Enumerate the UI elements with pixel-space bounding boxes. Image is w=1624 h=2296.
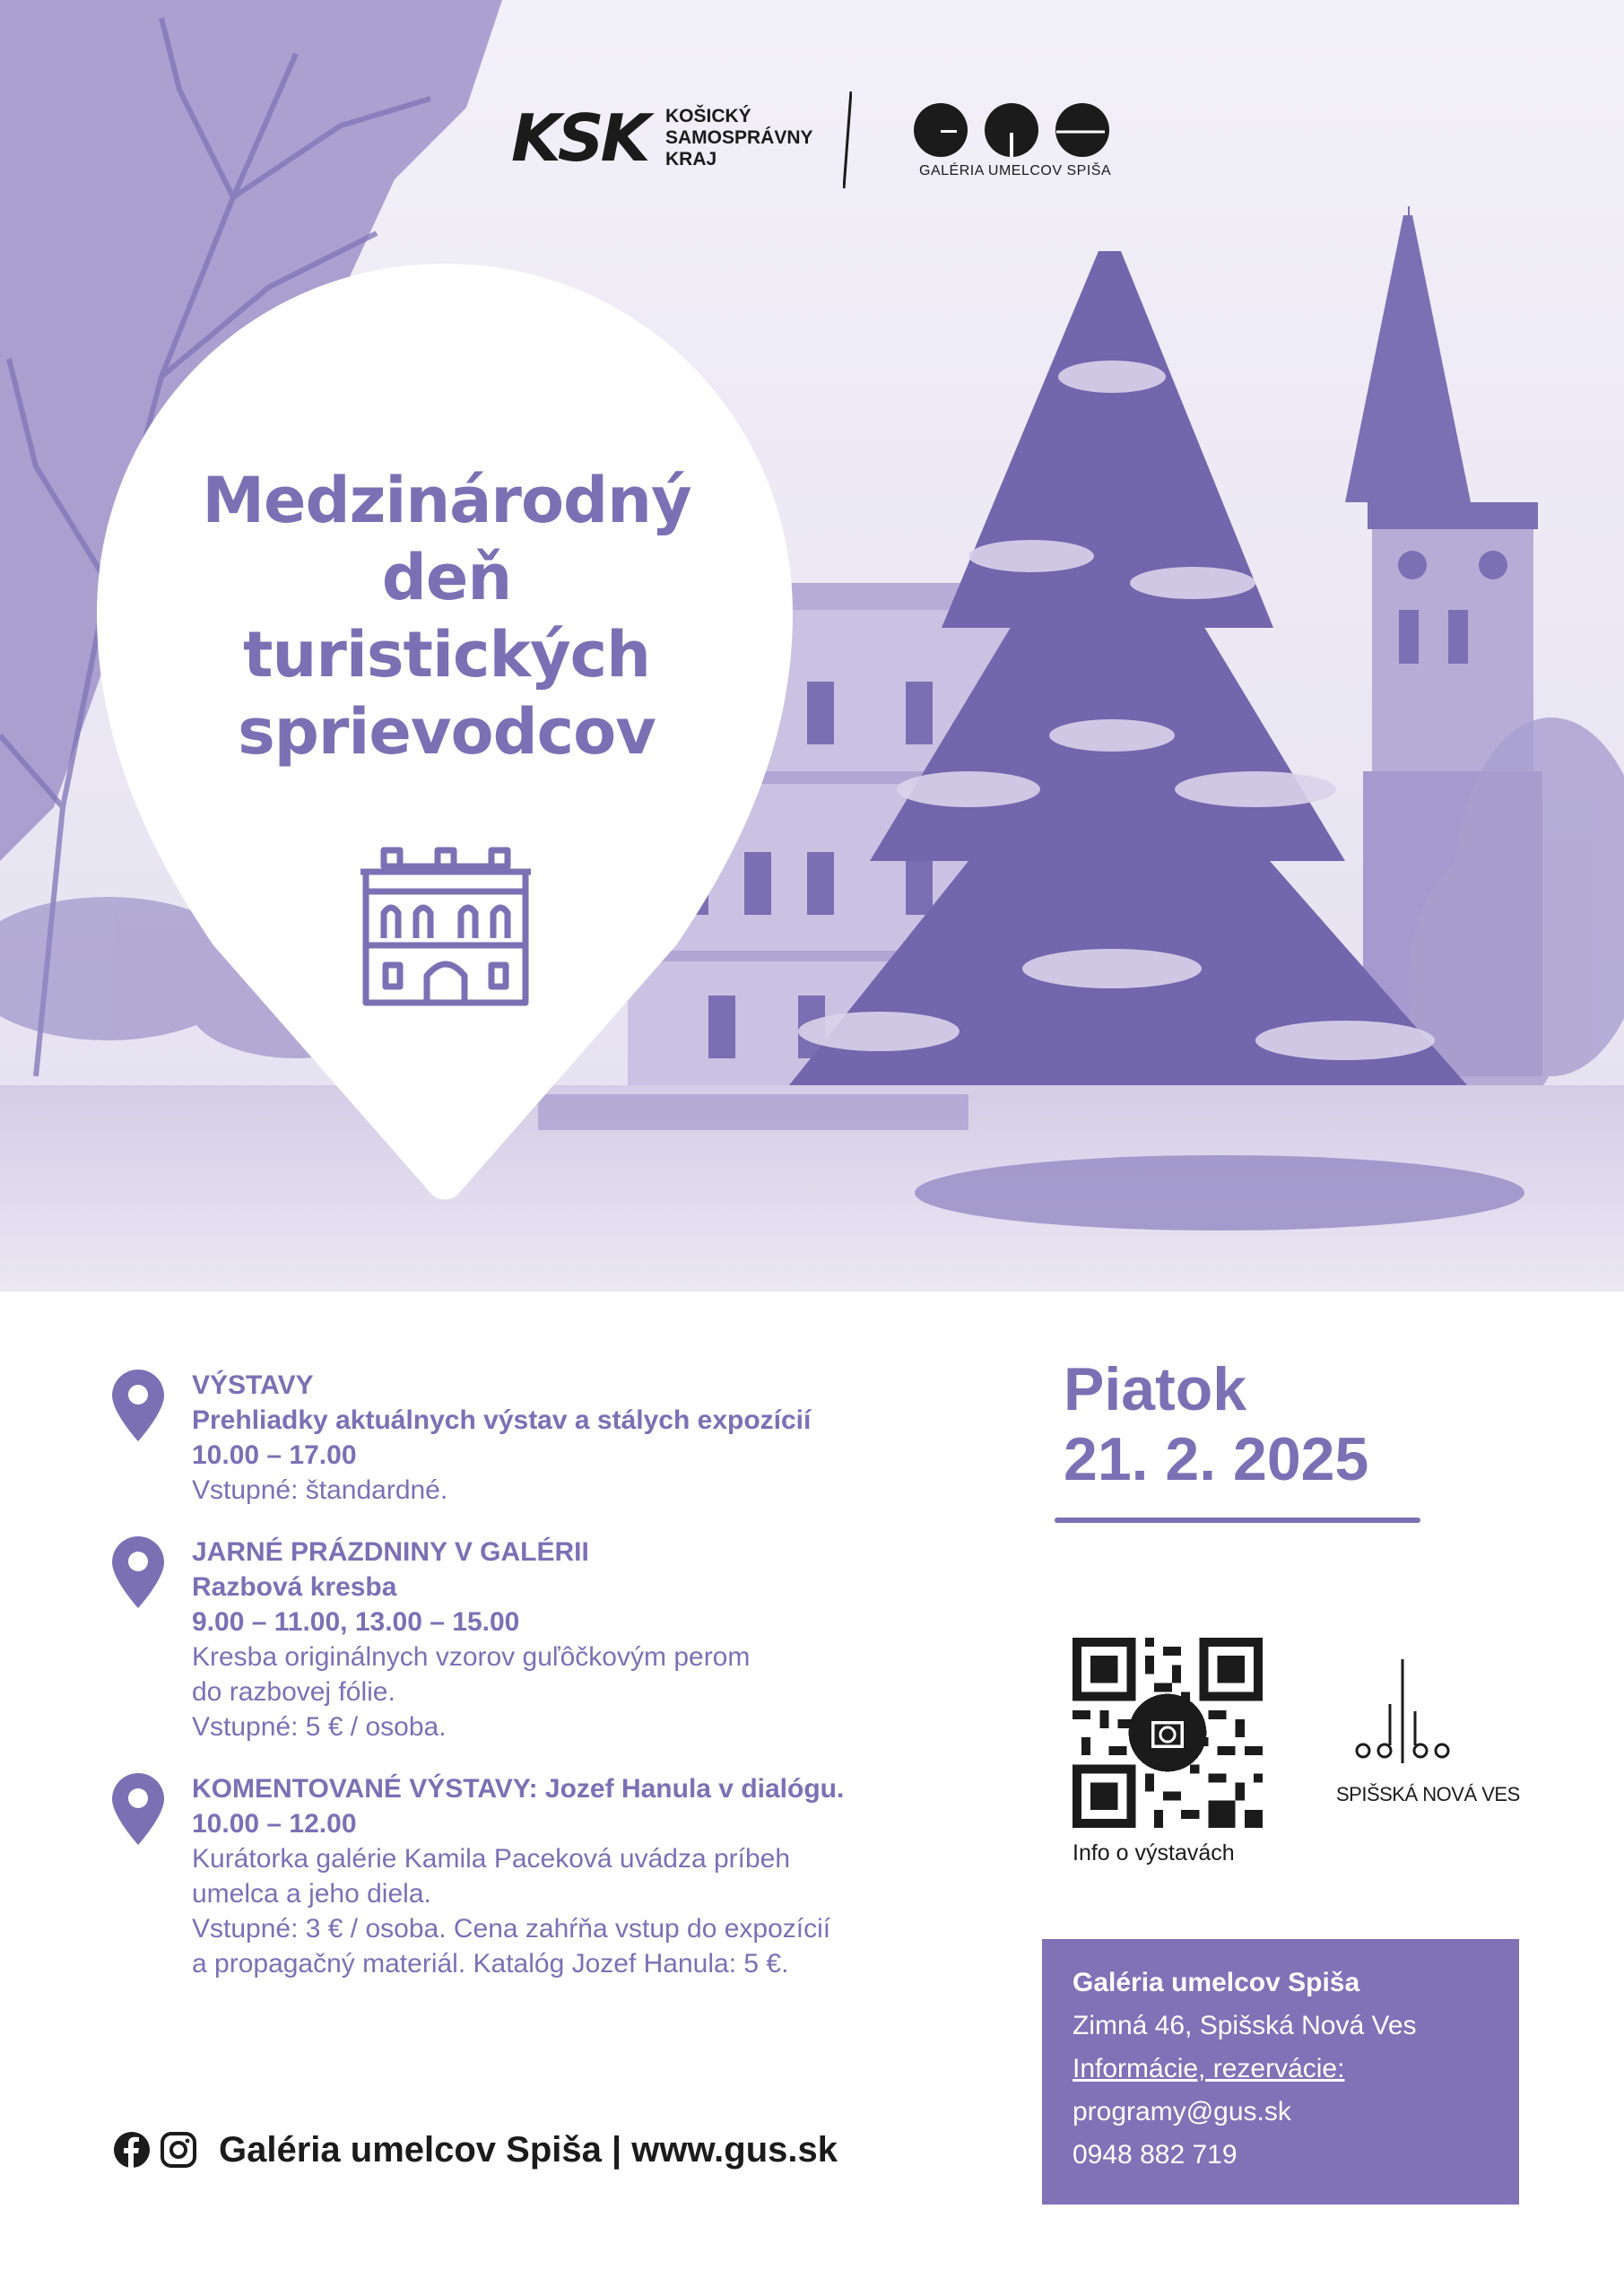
city-logo-icon	[1354, 1659, 1451, 1769]
program-heading: VÝSTAVY	[192, 1370, 314, 1400]
qr-caption: Info o výstavách	[1073, 1840, 1235, 1866]
instagram-icon[interactable]	[160, 2131, 197, 2169]
partner-logos	[511, 90, 1121, 197]
ksk-logo-text	[665, 106, 813, 170]
contact-address: Zimná 46, Spišská Nová Ves	[1073, 2011, 1417, 2040]
contact-box	[1042, 1939, 1519, 2205]
program-heading: KOMENTOVANÉ VÝSTAVY: Jozef Hanula v dialógu.	[192, 1774, 845, 1804]
title-line-3: turistických	[243, 618, 650, 691]
program-price: a propagačný materiál. Katalóg Jozef Hanula: 5 €.	[192, 1949, 789, 1979]
ksk-line-3: KRAJ	[665, 149, 717, 170]
program-time: 10.00 – 12.00	[192, 1809, 357, 1839]
program-item	[109, 1368, 1006, 1508]
program-price: Vstupné: 3 € / osoba. Cena zahŕňa vstup do expozícií	[192, 1914, 831, 1944]
program-list	[109, 1368, 1006, 2008]
program-price: Vstupné: štandardné.	[192, 1475, 448, 1505]
footer-website[interactable]: Galéria umelcov Spiša | www.gus.sk	[219, 2130, 838, 2170]
program-description: Kresba originálnych vzorov guľôčkovým perom	[192, 1642, 751, 1672]
program-price: Vstupné: 5 € / osoba.	[192, 1712, 447, 1742]
program-heading: JARNÉ PRÁZDNINY V GALÉRII	[192, 1537, 589, 1567]
program-time: 10.00 – 17.00	[192, 1440, 357, 1470]
ksk-logo-mark: KSK	[511, 100, 647, 176]
event-title	[133, 462, 760, 770]
event-day: Piatok	[1064, 1355, 1247, 1423]
program-subtitle: Razbová kresba	[192, 1572, 397, 1602]
contact-phone[interactable]: 0948 882 719	[1073, 2140, 1238, 2170]
logo-divider	[843, 90, 852, 190]
location-pin-icon	[112, 1536, 164, 1608]
program-subtitle: Prehliadky aktuálnych výstav a stálych expozícií	[192, 1405, 812, 1435]
qr-code-icon[interactable]	[1073, 1638, 1263, 1828]
program-item	[109, 1771, 1006, 1981]
title-line-1: Medzinárodný	[202, 464, 691, 537]
location-pin-icon	[112, 1773, 164, 1845]
title-line-2: deň	[381, 541, 512, 614]
contact-info-label: Informácie, rezervácie:	[1073, 2054, 1345, 2083]
location-pin-icon	[112, 1370, 164, 1441]
event-date	[1064, 1354, 1368, 1494]
ksk-line-1: KOŠICKÝ	[665, 106, 751, 126]
title-line-4: sprievodcov	[238, 695, 656, 769]
event-date-value: 21. 2. 2025	[1064, 1425, 1369, 1493]
program-time: 9.00 – 11.00, 13.00 – 15.00	[192, 1607, 520, 1637]
ksk-line-2: SAMOSPRÁVNY	[665, 127, 813, 148]
program-item	[109, 1535, 1006, 1744]
program-description: do razbovej fólie.	[192, 1677, 395, 1707]
program-description: Kurátorka galérie Kamila Paceková uvádza príbeh	[192, 1844, 791, 1874]
city-name: SPIŠSKÁ NOVÁ VES	[1336, 1783, 1520, 1805]
contact-email[interactable]: programy@gus.sk	[1073, 2097, 1291, 2126]
gus-logo-mark	[913, 102, 1110, 158]
program-description: umelca a jeho diela.	[192, 1879, 431, 1909]
contact-name: Galéria umelcov Spiša	[1073, 1968, 1360, 1997]
building-icon	[357, 845, 534, 1008]
gus-logo-text: GALÉRIA UMELCOV SPIŠA	[919, 163, 1112, 178]
facebook-icon[interactable]	[113, 2131, 151, 2169]
date-underline	[1055, 1518, 1420, 1523]
